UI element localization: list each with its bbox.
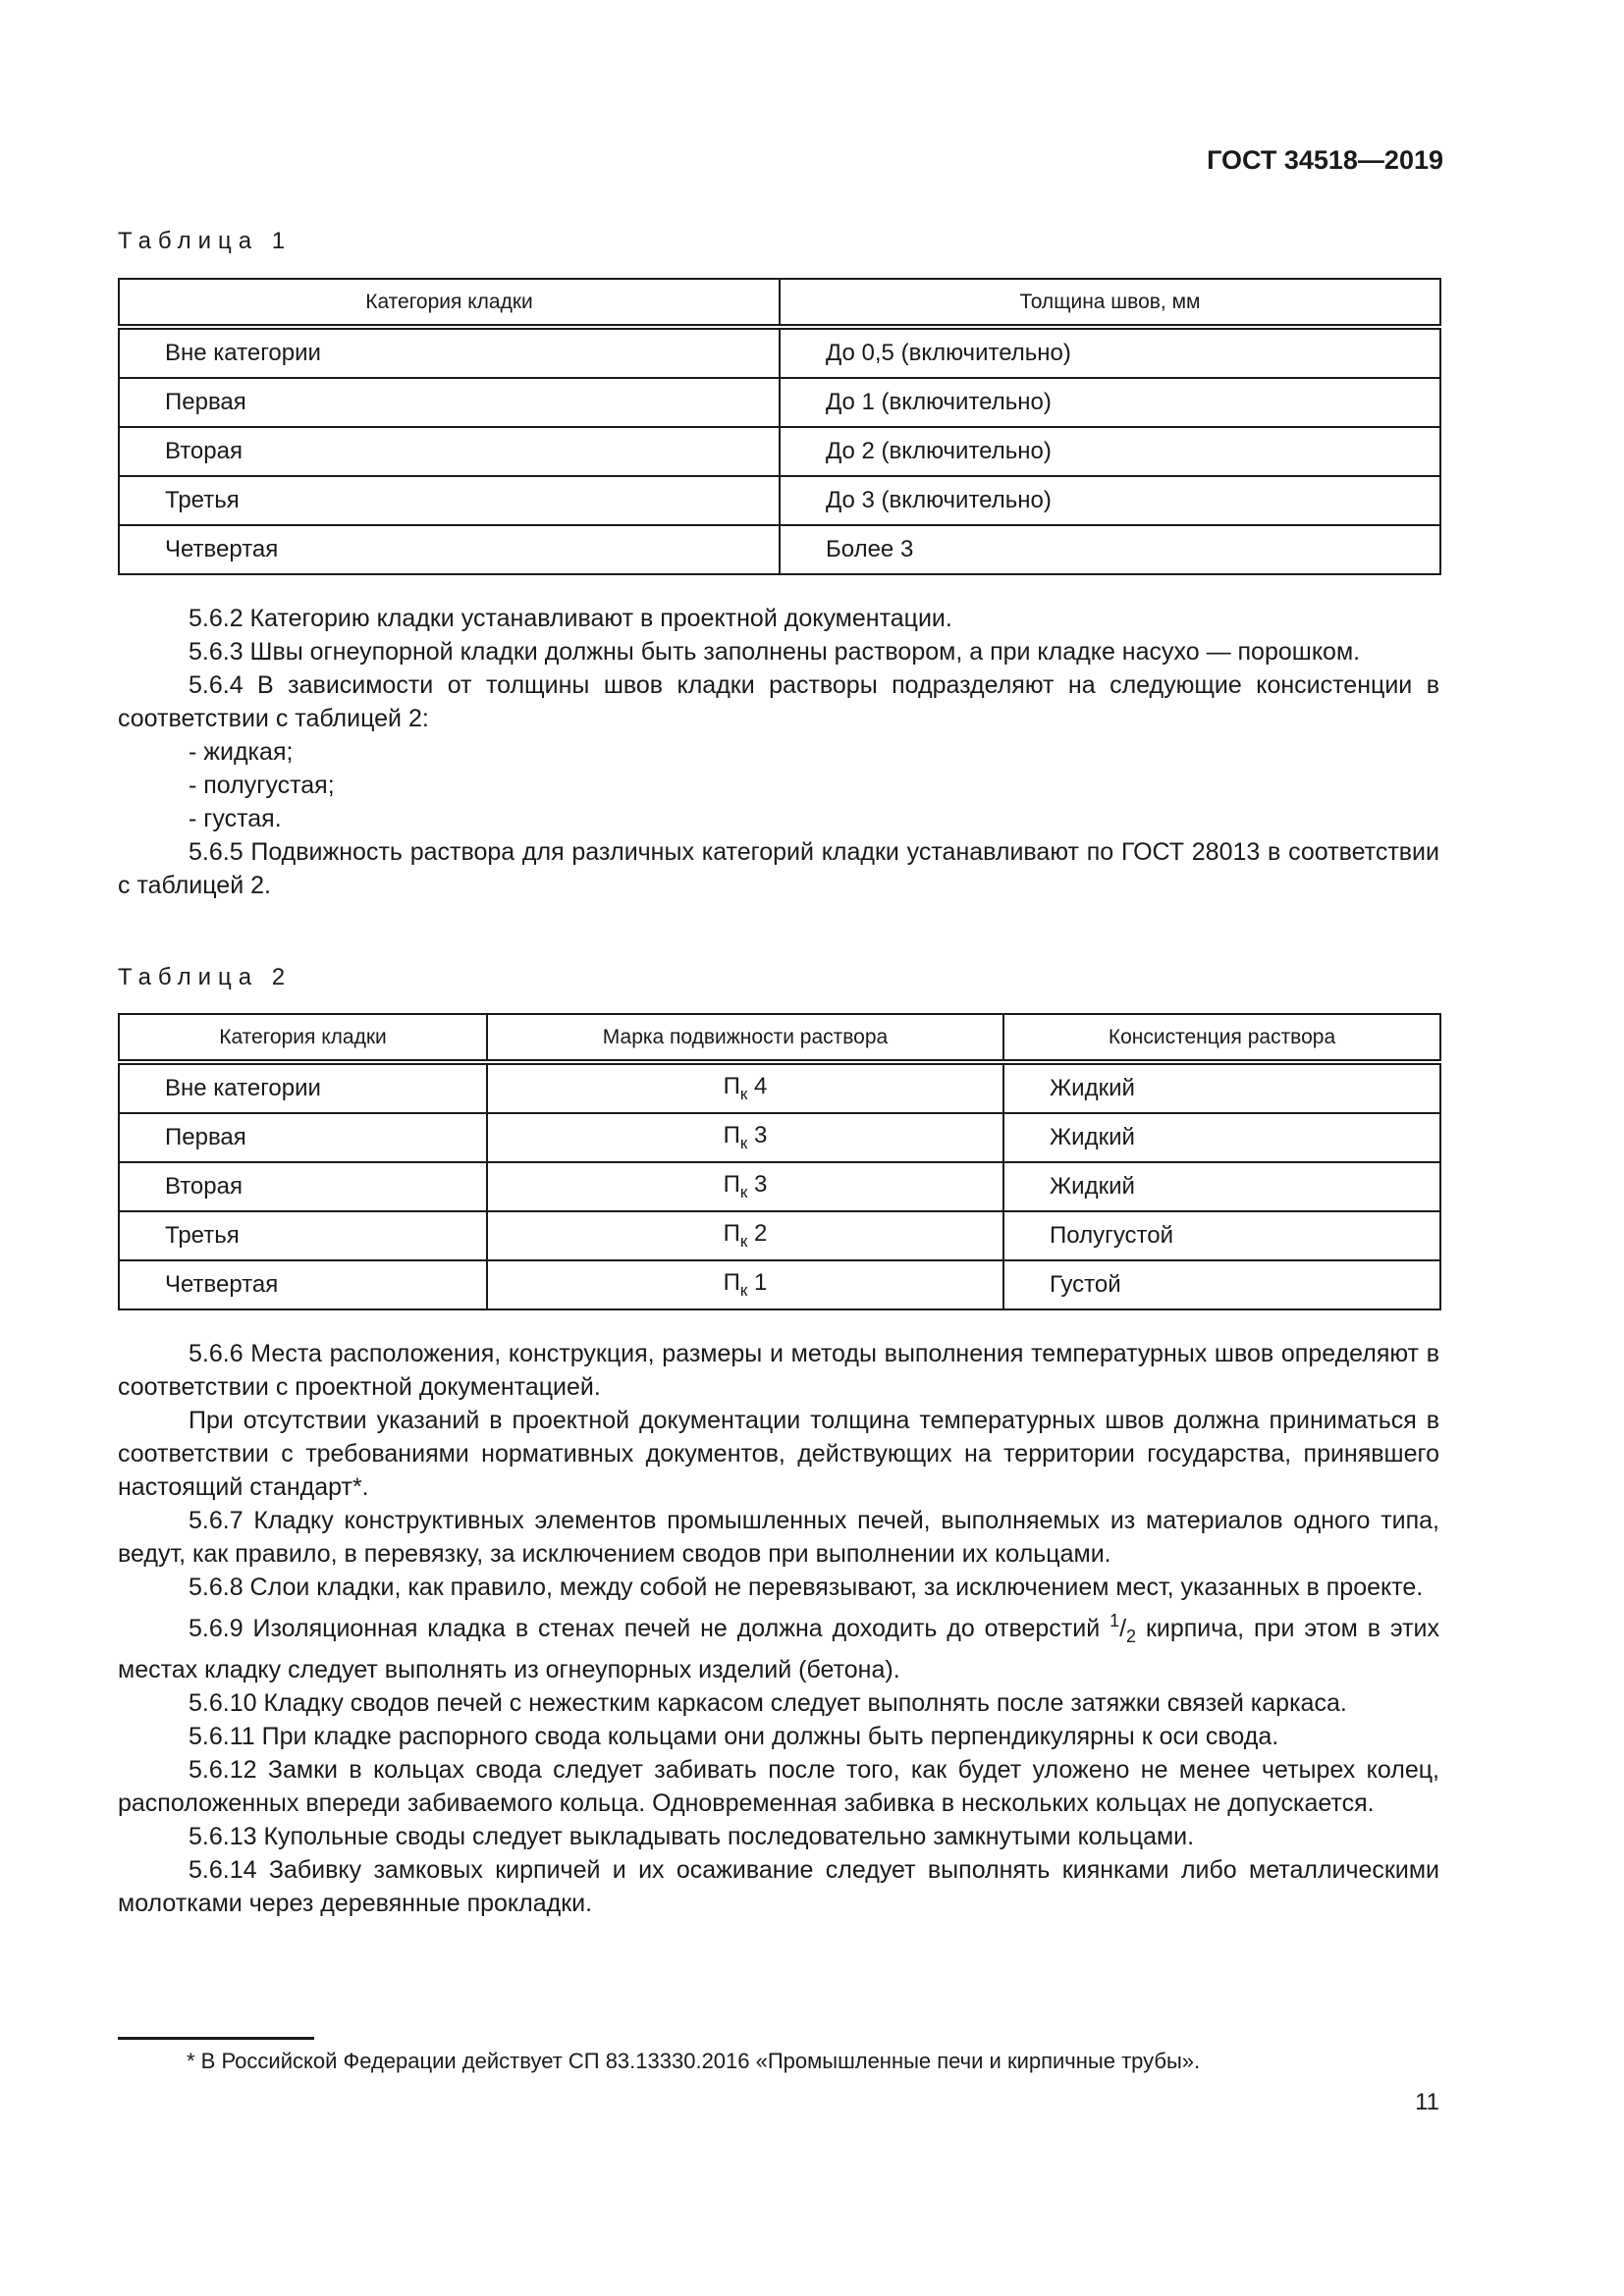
- mark-subscript: к: [739, 1232, 748, 1251]
- footnote: * В Российской Федерации действует СП 83.13330.2016 «Промышленные печи и кирпичные трубы».: [187, 2049, 1201, 2073]
- footnote-divider: [118, 2037, 314, 2040]
- mark-prefix: П: [723, 1171, 740, 1198]
- paragraph-5-6-9: 5.6.9 Изоляционная кладка в стенах печей не должна доходить до отверстий $^1/_2$ кирпича, при этом в этих местах кладку следует выполнять из огнеупорных изделий (бетона).: [118, 1611, 1439, 1683]
- section-5-6-2-to-5-6-5: [118, 602, 1439, 902]
- paragraph-5-6-2: 5.6.2 Категорию кладки устанавливают в проектной документации.: [189, 605, 952, 632]
- paragraph-5-6-7: 5.6.7 Кладку конструктивных элементов промышленных печей, выполняемых из материалов одного типа, ведут, как правило, в перевязку, за исключением сводов при выполнении их кольцами.: [118, 1507, 1439, 1568]
- paragraph-5-6-14: 5.6.14 Забивку замковых кирпичей и их осаживание следует выполнять киянками либо металлическими молотками через деревянные прокладки.: [118, 1856, 1439, 1917]
- table-2: [118, 1013, 1441, 1310]
- list-item: - жидкая;: [189, 738, 294, 766]
- paragraph-5-6-10: 5.6.10 Кладку сводов печей с нежестким каркасом следует выполнять после затяжки связей каркаса.: [189, 1689, 1347, 1717]
- mobility-mark-cell: [487, 1062, 1003, 1113]
- table-cell: До 2 (включительно): [780, 427, 1440, 476]
- mark-value: 4: [754, 1073, 768, 1099]
- table-row: [119, 427, 1440, 476]
- table-cell: Четвертая: [119, 1260, 487, 1309]
- table-cell: Третья: [119, 476, 780, 525]
- table-row: [119, 1113, 1440, 1162]
- mark-subscript: к: [739, 1183, 748, 1201]
- page-number: 11: [1415, 2089, 1439, 2115]
- table-cell: Вторая: [119, 1162, 487, 1211]
- table-row: [119, 1162, 1440, 1211]
- mark-prefix: П: [723, 1220, 740, 1247]
- table-row: [119, 1260, 1440, 1309]
- fraction-denominator: 2: [1126, 1627, 1137, 1646]
- table-cell: Более 3: [780, 525, 1440, 574]
- table-cell: Вне категории: [119, 1062, 487, 1113]
- table-cell: Жидкий: [1003, 1162, 1440, 1211]
- mark-prefix: П: [723, 1073, 740, 1099]
- table-cell: Жидкий: [1003, 1113, 1440, 1162]
- table-2-col-header: Марка подвижности раствора: [487, 1014, 1003, 1062]
- paragraph-5-6-6-note: При отсутствии указаний в проектной документации толщина температурных швов должна приниматься в соответствии с требованиями нормативных документов, действующих на территории государства, принявшего настоящий стандарт*.: [118, 1407, 1439, 1501]
- table-1: [118, 278, 1441, 575]
- table-row: [119, 327, 1440, 378]
- table-cell: Полугустой: [1003, 1211, 1440, 1260]
- paragraph-5-6-4: 5.6.4 В зависимости от толщины швов кладки растворы подразделяют на следующие консистенции в соответствии с таблицей 2:: [118, 671, 1439, 732]
- paragraph-5-6-8: 5.6.8 Слои кладки, как правило, между собой не перевязывают, за исключением мест, указанных в проекте.: [189, 1574, 1424, 1601]
- mark-subscript: к: [739, 1134, 748, 1152]
- table-1-caption: Таблица 1: [118, 228, 293, 254]
- table-1-col-header: Категория кладки: [119, 279, 780, 327]
- table-cell: Жидкий: [1003, 1062, 1440, 1113]
- paragraph-5-6-6: 5.6.6 Места расположения, конструкция, размеры и методы выполнения температурных швов определяют в соответствии с проектной документацией.: [118, 1340, 1439, 1401]
- document-code: ГОСТ 34518—2019: [1207, 145, 1443, 175]
- table-2-col-header: Категория кладки: [119, 1014, 487, 1062]
- mobility-mark-cell: [487, 1211, 1003, 1260]
- table-row: [119, 1211, 1440, 1260]
- table-cell: Густой: [1003, 1260, 1440, 1309]
- mark-value: 1: [754, 1269, 768, 1296]
- table-cell: Первая: [119, 378, 780, 427]
- mobility-mark-cell: [487, 1260, 1003, 1309]
- paragraph-5-6-3: 5.6.3 Швы огнеупорной кладки должны быть заполнены раствором, а при кладке насухо — порошком.: [189, 638, 1361, 666]
- section-5-6-6-to-5-6-14: [118, 1337, 1439, 1920]
- paragraph-5-6-13: 5.6.13 Купольные своды следует выкладывать последовательно замкнутыми кольцами.: [189, 1823, 1195, 1850]
- table-cell: Четвертая: [119, 525, 780, 574]
- table-cell: Вне категории: [119, 327, 780, 378]
- table-1-col-header: Толщина швов, мм: [780, 279, 1440, 327]
- table-row: [119, 525, 1440, 574]
- paragraph-5-6-12: 5.6.12 Замки в кольцах свода следует забивать после того, как будет уложено не менее четырех колец, расположенных впереди забиваемого кольца. Одновременная забивка в нескольких кольцах не допускается.: [118, 1756, 1439, 1817]
- table-2-col-header: Консистенция раствора: [1003, 1014, 1440, 1062]
- paragraph-5-6-11: 5.6.11 При кладке распорного свода кольцами они должны быть перпендикулярны к оси свода.: [189, 1723, 1279, 1750]
- mark-value: 2: [754, 1220, 768, 1247]
- table-cell: Первая: [119, 1113, 487, 1162]
- mark-subscript: к: [739, 1281, 748, 1300]
- paragraph-5-6-9-end: кирпича, при этом в этих местах кладку следует выполнять из огнеупорных изделий (бетона).: [118, 1615, 1439, 1683]
- table-1-header-row: [119, 279, 1440, 327]
- table-cell: До 0,5 (включительно): [780, 327, 1440, 378]
- table-row: [119, 476, 1440, 525]
- table-cell: Вторая: [119, 427, 780, 476]
- list-item: - полугустая;: [189, 772, 335, 799]
- mobility-mark-cell: [487, 1113, 1003, 1162]
- table-row: [119, 1062, 1440, 1113]
- table-cell: Третья: [119, 1211, 487, 1260]
- list-item: - густая.: [189, 805, 282, 832]
- table-row: [119, 378, 1440, 427]
- mark-prefix: П: [723, 1122, 740, 1148]
- table-2-caption: Таблица 2: [118, 964, 293, 990]
- mark-value: 3: [754, 1171, 768, 1198]
- paragraph-5-6-5: 5.6.5 Подвижность раствора для различных категорий кладки устанавливают по ГОСТ 28013 в соответствии с таблицей 2.: [118, 838, 1439, 899]
- table-cell: До 3 (включительно): [780, 476, 1440, 525]
- table-2-header-row: [119, 1014, 1440, 1062]
- mark-subscript: к: [739, 1085, 748, 1103]
- mark-value: 3: [754, 1122, 768, 1148]
- paragraph-5-6-9-start: 5.6.9 Изоляционная кладка в стенах печей не должна доходить до отверстий: [189, 1615, 1110, 1642]
- mark-prefix: П: [723, 1269, 740, 1296]
- mobility-mark-cell: [487, 1162, 1003, 1211]
- table-cell: До 1 (включительно): [780, 378, 1440, 427]
- fraction-numerator: 1: [1110, 1611, 1120, 1630]
